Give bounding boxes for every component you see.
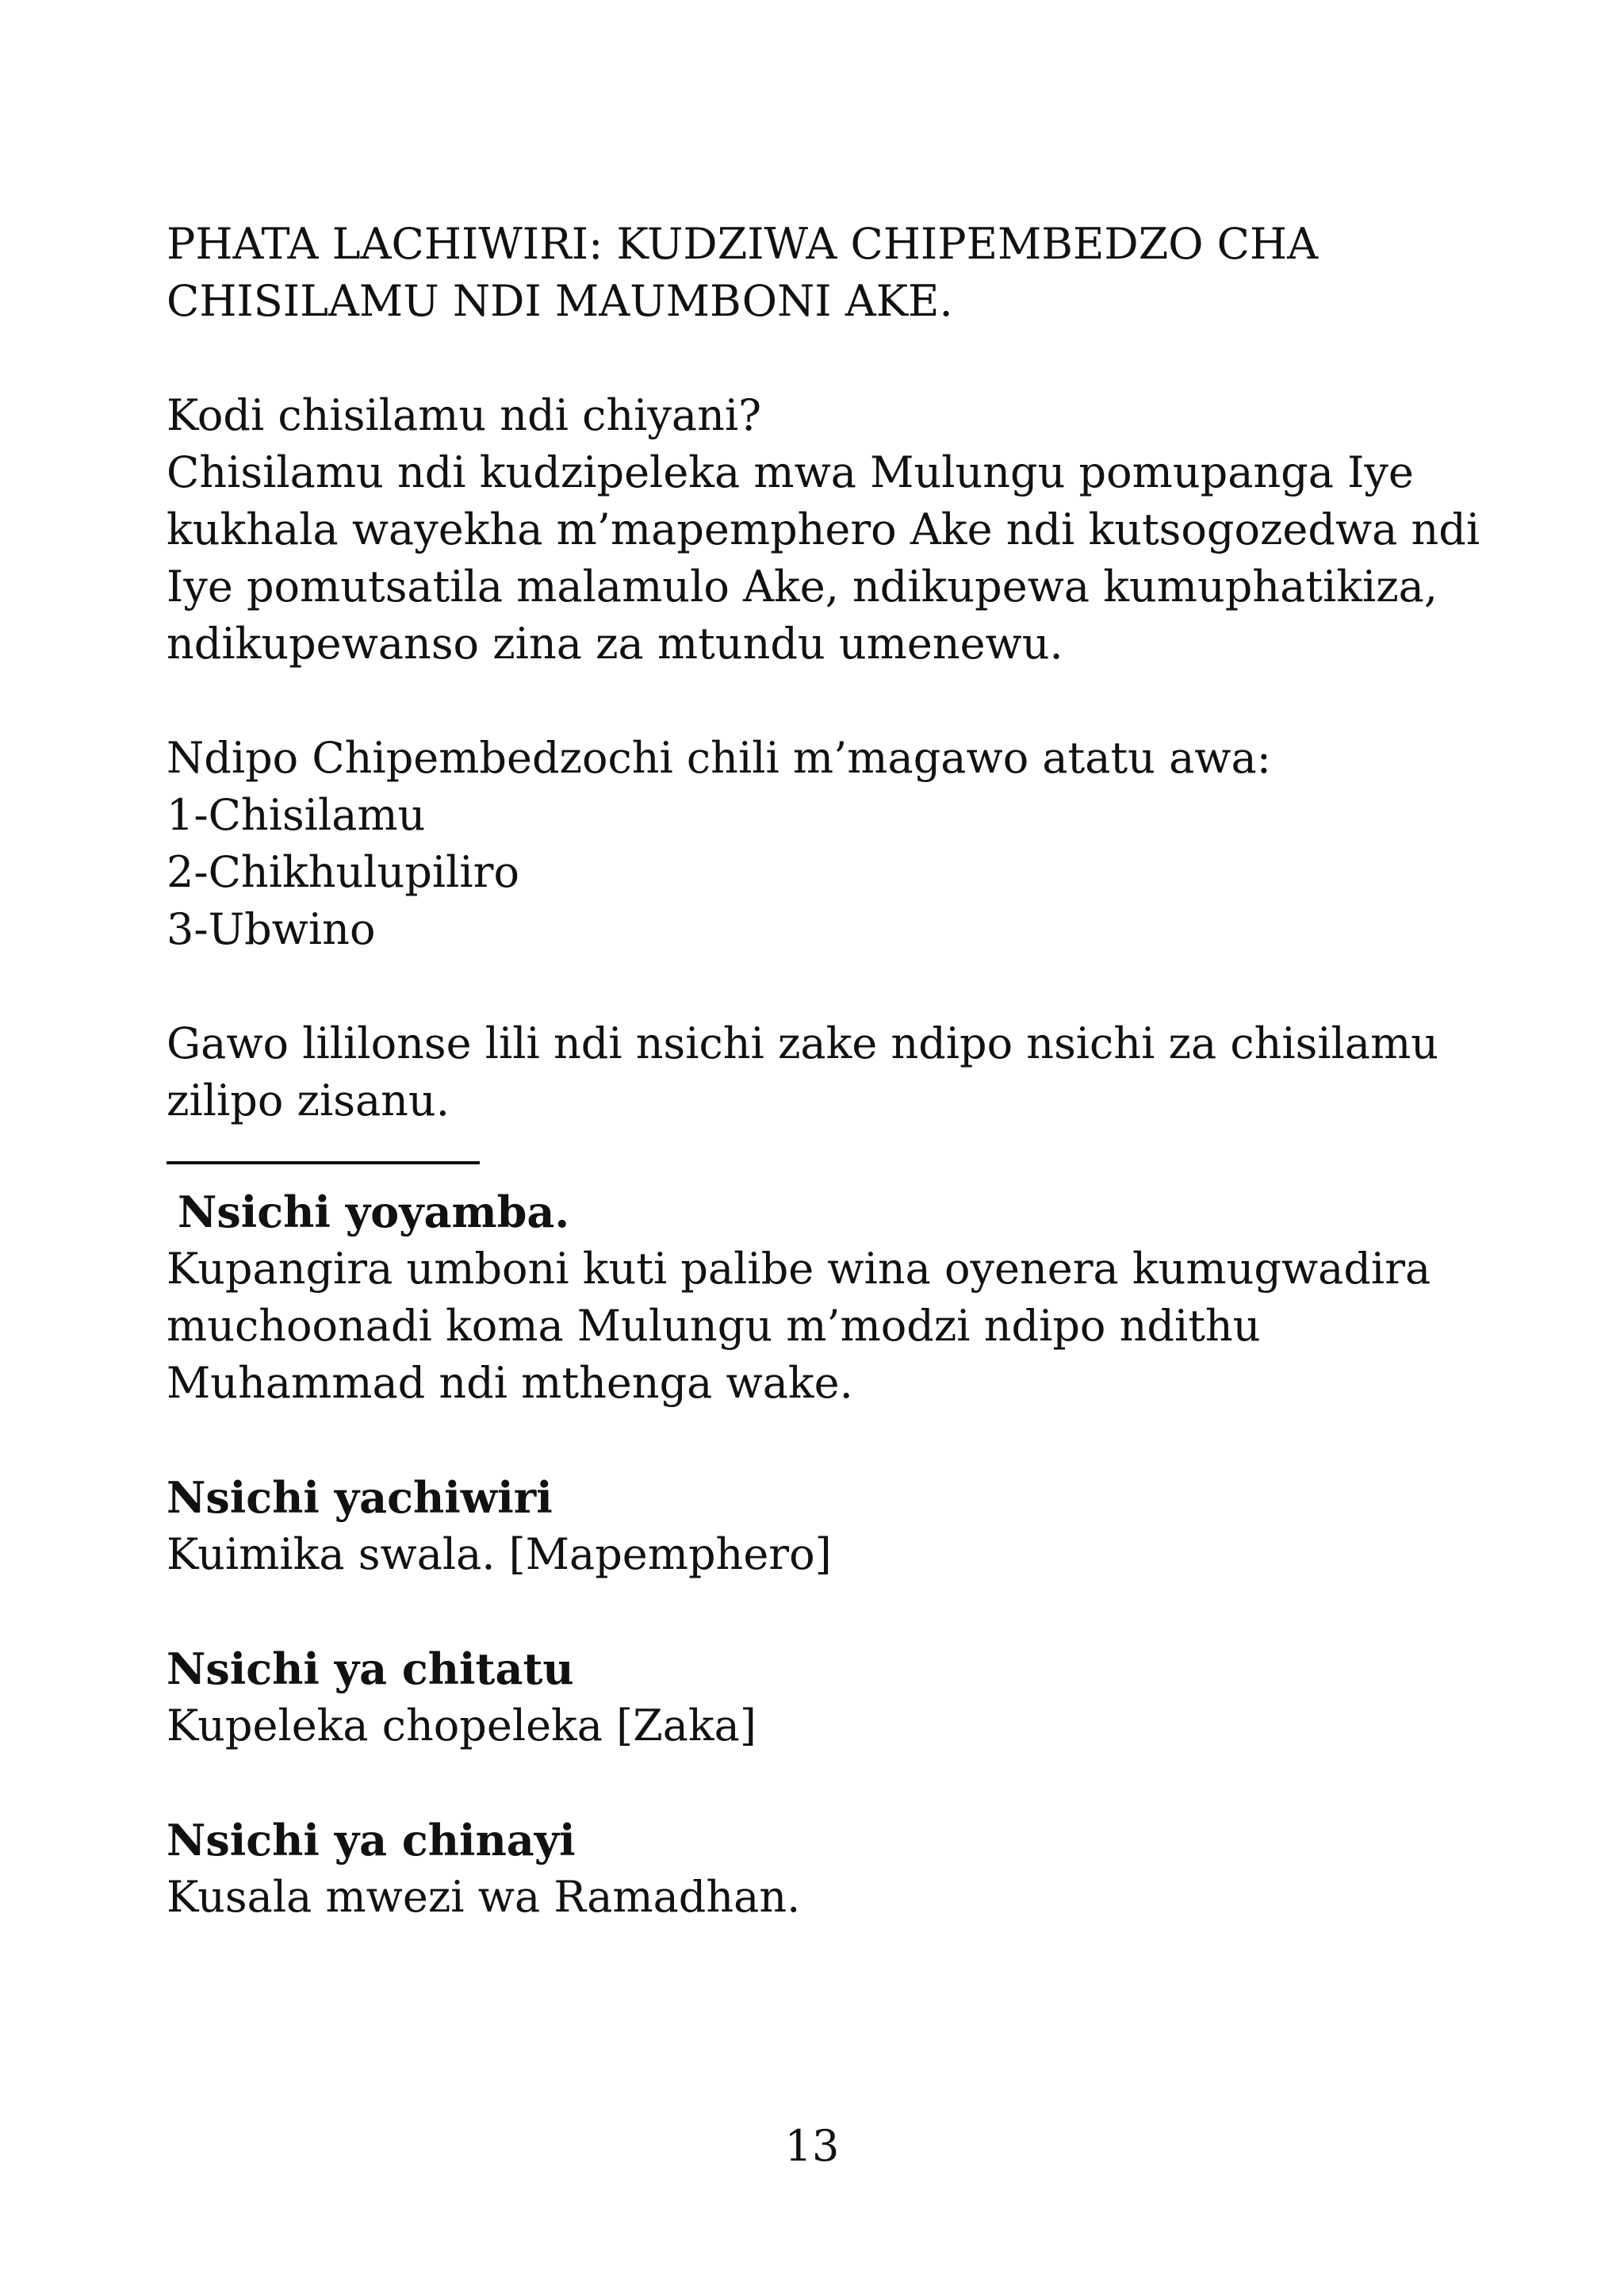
pillar-title: Nsichi yachiwiri <box>167 1472 553 1523</box>
intro-answer-line: Chisilamu ndi kudzipeleka mwa Mulungu pomupanga Iye <box>167 447 1414 497</box>
pillar-title: Nsichi yoyamba. <box>178 1187 570 1237</box>
pillar-body-line: muchoonadi koma Mulungu m’modzi ndipo ndithu <box>167 1301 1261 1351</box>
division-item: 2-Chikhulupiliro <box>167 847 519 897</box>
pillar-body-line: Kupangira umboni kuti palibe wina oyenera kumugwadira <box>167 1244 1431 1294</box>
intro-question: Kodi chisilamu ndi chiyani? <box>167 390 762 440</box>
pillar-body-line: Kuimika swala. [Mapemphero] <box>167 1529 832 1579</box>
pillar-body-line: Muhammad ndi mthenga wake. <box>167 1358 853 1408</box>
division-item: 3-Ubwino <box>167 904 376 954</box>
spacer <box>167 1754 1499 1812</box>
intro-answer-line: Iye pomutsatila malamulo Ake, ndikupewa kumuphatikiza, <box>167 562 1438 612</box>
pillar-body-line: Kupeleka chopeleka [Zaka] <box>167 1701 756 1751</box>
chapter-heading-line-2: CHISILAMU NDI MAUMBONI AKE. <box>167 276 953 326</box>
page-body <box>167 216 1499 1926</box>
spacer <box>167 958 1499 1015</box>
page-number: 13 <box>784 2121 840 2171</box>
divisions-lead: Ndipo Chipembedzochi chili m’magawo atatu awa: <box>167 733 1271 783</box>
pillars-intro-line: Gawo lililonse lili ndi nsichi zake ndipo nsichi za chisilamu <box>167 1018 1439 1068</box>
section-divider <box>167 1161 480 1164</box>
spacer <box>167 1583 1499 1640</box>
pillar-title: Nsichi ya chitatu <box>167 1643 574 1694</box>
pillar-title: Nsichi ya chinayi <box>167 1815 576 1866</box>
pillar-body-line: Kusala mwezi wa Ramadhan. <box>167 1872 801 1922</box>
pillars-intro-line: zilipo zisanu. <box>167 1076 450 1125</box>
spacer <box>167 330 1499 387</box>
chapter-heading-line-1: PHATA LACHIWIRI: KUDZIWA CHIPEMBEDZO CHA <box>167 219 1319 269</box>
spacer <box>167 673 1499 730</box>
division-item: 1-Chisilamu <box>167 790 426 840</box>
spacer <box>167 1412 1499 1469</box>
intro-answer-line: kukhala wayekha m’mapemphero Ake ndi kutsogozedwa ndi <box>167 504 1480 554</box>
intro-answer-line: ndikupewanso zina za mtundu umenewu. <box>167 619 1063 669</box>
